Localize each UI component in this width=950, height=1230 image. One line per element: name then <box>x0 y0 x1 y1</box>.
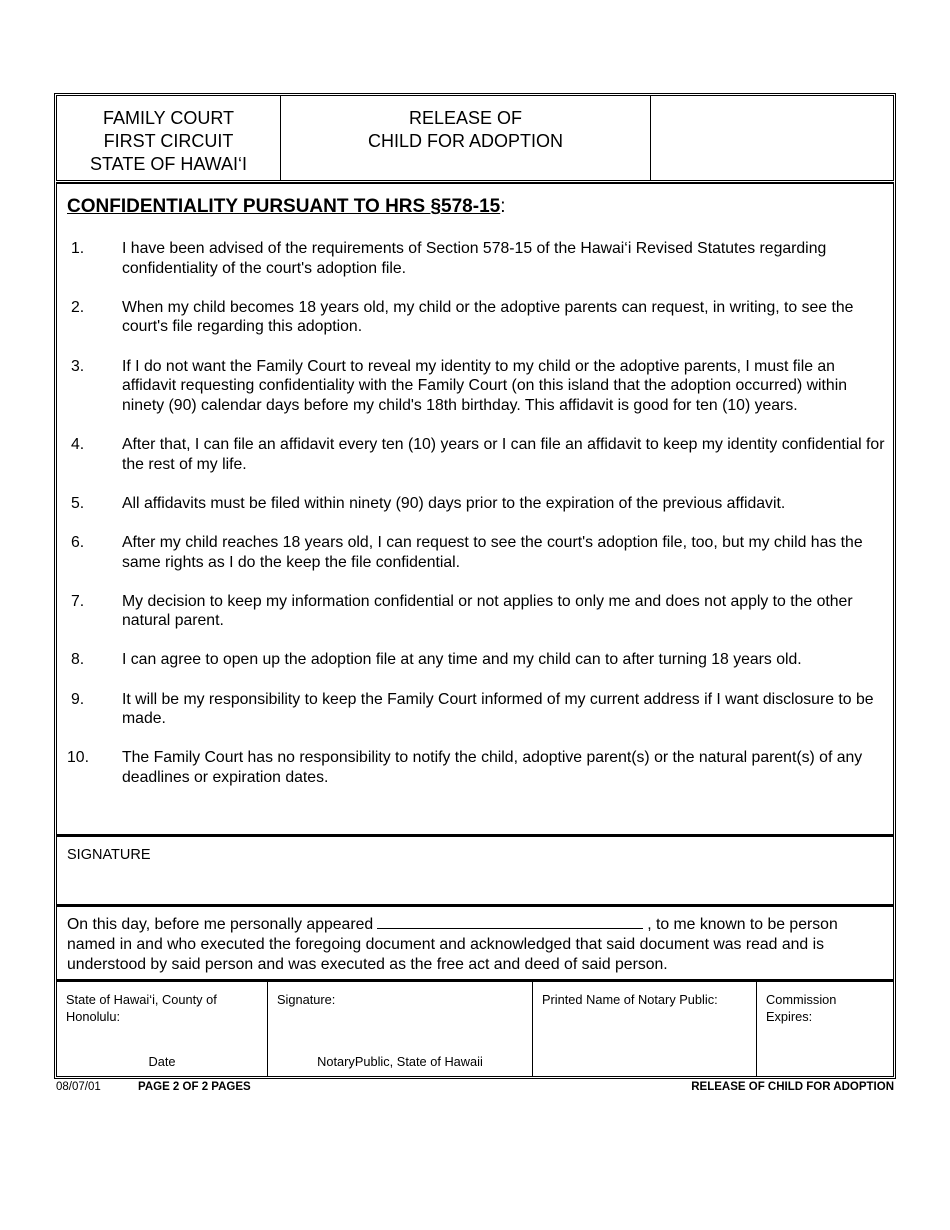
list-item <box>57 435 893 474</box>
item-number: 1. <box>71 240 85 257</box>
case-number-cell[interactable] <box>651 96 893 180</box>
item-text: All affidavits must be filed within ninety (90) days prior to the expiration of the previous affidavit. <box>122 494 786 512</box>
item-text: After my child reaches 18 years old, I can request to see the court's adoption file, too, but my child has the same rights as I do the keep the file confidential. <box>122 533 863 571</box>
printed-name-label: Printed Name of Notary Public: <box>542 992 718 1007</box>
form-header <box>56 95 894 181</box>
signature-label: SIGNATURE <box>67 847 151 863</box>
list-item <box>57 357 893 416</box>
form-title-line-1: RELEASE OF <box>408 108 523 128</box>
list-item <box>57 748 893 787</box>
item-number: 9. <box>71 690 85 708</box>
item-text: When my child becomes 18 years old, my child or the adoptive parents can request, in writing, to see the court's file regarding this adoption. <box>122 298 854 336</box>
item-number: 8. <box>71 651 85 669</box>
printed-name-cell[interactable] <box>532 982 756 1076</box>
notary-public-label: NotaryPublic, State of Hawaii <box>317 1054 483 1069</box>
adoption-release-form <box>54 93 896 1079</box>
list-item <box>57 494 893 514</box>
item-text: The Family Court has no responsibility to notify the child, adoptive parent(s) or the natural parent(s) of any deadlines or expiration dates. <box>122 749 863 787</box>
appeared-name-field[interactable] <box>377 914 643 929</box>
list-item <box>57 533 893 572</box>
date-label: Date <box>148 1054 176 1069</box>
signature-field[interactable] <box>56 835 894 905</box>
item-text: If I do not want the Family Court to reveal my identity to my child or the adoptive parents, I must file an affidavit requesting confidentiality with the Family Court (on this island that the adoption occurred) within ninety (90) calendar days before my child's 18th birthday. This affidavit is good for ten (10) years. <box>122 357 847 414</box>
item-text: My decision to keep my information confidential or not applies to only me and does not apply to the other natural parent. <box>122 592 853 630</box>
notary-signature-label: Signature: <box>277 992 336 1007</box>
list-item <box>57 239 893 278</box>
state-county-cell[interactable] <box>57 982 267 1076</box>
item-number: 3. <box>71 357 85 375</box>
item-text: After that, I can file an affidavit every ten (10) years or I can file an affidavit to keep my identity confidential for the rest of my life. <box>122 435 885 473</box>
commission-expires-cell[interactable] <box>756 982 893 1076</box>
item-text: I can agree to open up the adoption file at any time and my child can to after turning 18 years old. <box>122 651 802 669</box>
item-text: I have been advised of the requirements of Section 578-15 of the Hawai‘i Revised Statutes regarding confidentiality of the court's adoption file. <box>122 240 827 277</box>
revision-date: 08/07/01 <box>56 1081 101 1093</box>
item-number: 5. <box>71 494 85 512</box>
confidentiality-section <box>56 182 894 835</box>
item-number: 7. <box>71 592 85 610</box>
court-name-cell <box>57 96 281 180</box>
court-name-line: FAMILY COURT <box>102 108 235 128</box>
list-item <box>57 690 893 729</box>
list-item <box>57 298 893 337</box>
confidentiality-heading-text: CONFIDENTIALITY PURSUANT TO HRS §578-15 <box>67 196 501 217</box>
list-item <box>57 592 893 631</box>
item-number: 10. <box>67 749 89 767</box>
acknowledgement-section <box>56 905 894 980</box>
heading-colon: : <box>500 196 506 217</box>
item-number: 6. <box>71 533 85 551</box>
footer-form-name: RELEASE OF CHILD FOR ADOPTION <box>691 1081 894 1093</box>
confidentiality-list <box>57 239 893 807</box>
item-number: 4. <box>71 435 85 453</box>
list-item <box>57 650 893 670</box>
notary-row <box>56 980 894 1077</box>
ack-text-before: On this day, before me personally appeared <box>67 916 374 933</box>
state-line: STATE OF HAWAI‘I <box>90 154 247 174</box>
state-county-label: State of Hawai‘i, County of Honolulu: <box>66 992 217 1024</box>
item-number: 2. <box>71 298 85 316</box>
ack-text-after: , to me known to be person named in and who executed the foregoing document and acknowledged that said document was read and is understood by said person and was executed as the free act and deed of said person. <box>67 916 838 973</box>
circuit-line: FIRST CIRCUIT <box>103 131 234 151</box>
page-number: PAGE 2 OF 2 PAGES <box>138 1081 251 1093</box>
notary-signature-cell[interactable] <box>267 982 532 1076</box>
commission-expires-label: Commission Expires: <box>766 992 837 1024</box>
form-title-cell <box>281 96 651 180</box>
form-title-line-2: CHILD FOR ADOPTION <box>367 131 564 151</box>
confidentiality-heading <box>67 196 506 218</box>
item-text: It will be my responsibility to keep the Family Court informed of my current address if I want disclosure to be made. <box>122 690 874 728</box>
